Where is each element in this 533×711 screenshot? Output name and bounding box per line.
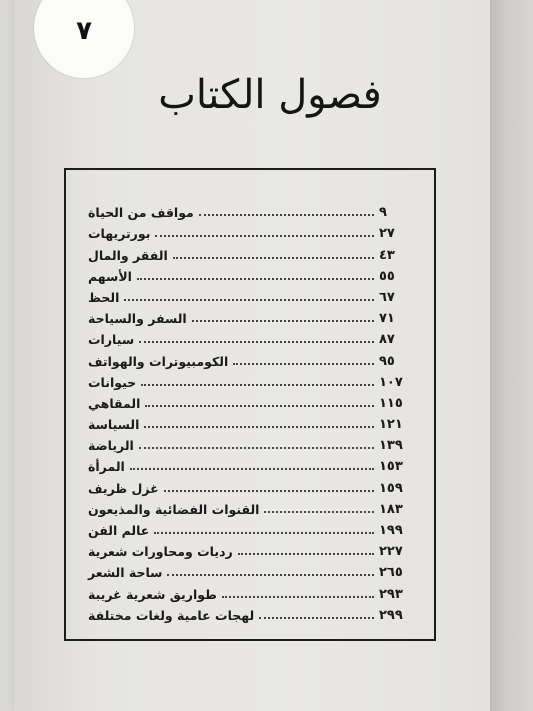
toc-entry	[88, 221, 411, 242]
toc-dot-leader	[167, 574, 374, 576]
toc-entry-title: الأسهم	[88, 268, 132, 284]
toc-dot-leader	[222, 596, 374, 598]
toc-dot-leader	[145, 405, 374, 407]
toc-entry-page-number: ١٠٧	[379, 374, 403, 390]
toc-entry	[88, 348, 411, 369]
toc-entry-page-number: ٢٦٥	[379, 565, 403, 581]
toc-entry	[88, 327, 411, 348]
toc-entry-title: لهجات عامية ولغات مختلفة	[88, 607, 255, 623]
toc-dot-leader	[233, 363, 374, 365]
toc-dot-leader	[259, 617, 374, 619]
toc-dot-leader	[155, 235, 374, 237]
toc-entry-title: الكومبيوترات والهواتف	[88, 353, 229, 369]
toc-entry-title: السياسة	[88, 417, 140, 433]
toc-entry	[88, 200, 411, 221]
toc-entry-title: المرأة	[88, 459, 125, 475]
toc-entry-title: الفقر والمال	[88, 247, 168, 263]
toc-entry-page-number: ٥٥	[379, 268, 395, 284]
toc-dot-leader	[144, 426, 374, 428]
page-number: ٧	[76, 16, 92, 46]
toc-entry	[88, 285, 411, 306]
toc-entry	[88, 581, 411, 602]
page-edge-shadow	[490, 0, 533, 711]
toc-entry-page-number: ١١٥	[379, 395, 403, 411]
toc-entry-page-number: ١٨٣	[379, 501, 403, 517]
toc-entry-page-number: ٢٧	[379, 226, 395, 242]
toc-entry-title: الحظ	[88, 289, 120, 305]
toc-dot-leader	[141, 384, 374, 386]
toc-dot-leader	[139, 341, 374, 343]
toc-entry-title: حيوانات	[88, 374, 137, 390]
toc-entry	[88, 242, 411, 263]
toc-entry-title: ساحة الشعر	[88, 565, 163, 581]
toc-entry-page-number: ٢٢٧	[379, 544, 403, 560]
toc-entry	[88, 497, 411, 518]
toc-entry-page-number: ٦٧	[379, 289, 395, 305]
page-title: فصول الكتاب	[158, 72, 382, 118]
toc-entry	[88, 560, 411, 581]
toc-entry-page-number: ١٩٩	[379, 523, 403, 538]
toc-entry-page-number: ١٥٩	[379, 480, 403, 496]
toc-entry-page-number: ٧١	[379, 311, 395, 327]
toc-entry-page-number: ٢٩٣	[379, 586, 403, 602]
toc-entry	[88, 306, 411, 327]
toc-entry	[88, 370, 411, 391]
toc-entry	[88, 518, 411, 539]
toc-entry-page-number: ٩	[379, 205, 387, 221]
toc-entry	[88, 391, 411, 412]
toc-dot-leader	[164, 490, 374, 492]
toc-entry-title: بورتريهات	[88, 226, 151, 242]
toc-dot-leader	[238, 553, 374, 555]
toc-entry-title: سيارات	[88, 332, 135, 348]
toc-entry-page-number: ٨٧	[379, 332, 395, 348]
toc-entry	[88, 539, 411, 560]
toc-entry-title: القنوات الفضائية والمذيعون	[88, 501, 260, 517]
toc-entry	[88, 412, 411, 433]
toc-dot-leader	[124, 299, 374, 301]
toc-entry-title: الرياضة	[88, 438, 134, 454]
toc-dot-leader	[199, 214, 374, 216]
toc-dot-leader	[173, 257, 374, 259]
toc-entry-title: رديات ومحاورات شعرية	[88, 544, 233, 560]
toc-entry-title: مواقف من الحياة	[88, 205, 194, 221]
toc-entry-title: السفر والسياحة	[88, 311, 187, 327]
toc-entry	[88, 475, 411, 496]
toc-entry-page-number: ٢٩٩	[379, 607, 403, 623]
toc-dot-leader	[264, 511, 374, 513]
toc-entry-page-number: ٤٣	[379, 247, 395, 263]
toc-dot-leader	[192, 320, 374, 322]
toc-entry	[88, 603, 411, 624]
toc-entry-page-number: ١٢١	[379, 417, 403, 433]
toc-entry-page-number: ٩٥	[379, 353, 395, 369]
toc-entry-title: طواريق شعرية غريبة	[88, 586, 217, 602]
toc-entry	[88, 264, 411, 285]
toc-entry-title: المقاهي	[88, 395, 141, 411]
toc-entry-title: عالم الفن	[88, 523, 150, 538]
table-of-contents	[88, 200, 411, 624]
toc-entry	[88, 433, 411, 454]
toc-entry-page-number: ١٥٣	[379, 459, 403, 475]
toc-dot-leader	[137, 278, 374, 280]
toc-entry	[88, 454, 411, 475]
toc-entry-title: غزل ظريف	[88, 480, 159, 496]
toc-dot-leader	[154, 532, 374, 534]
toc-entry-page-number: ١٣٩	[379, 438, 403, 454]
toc-dot-leader	[130, 468, 374, 470]
toc-dot-leader	[139, 447, 374, 449]
